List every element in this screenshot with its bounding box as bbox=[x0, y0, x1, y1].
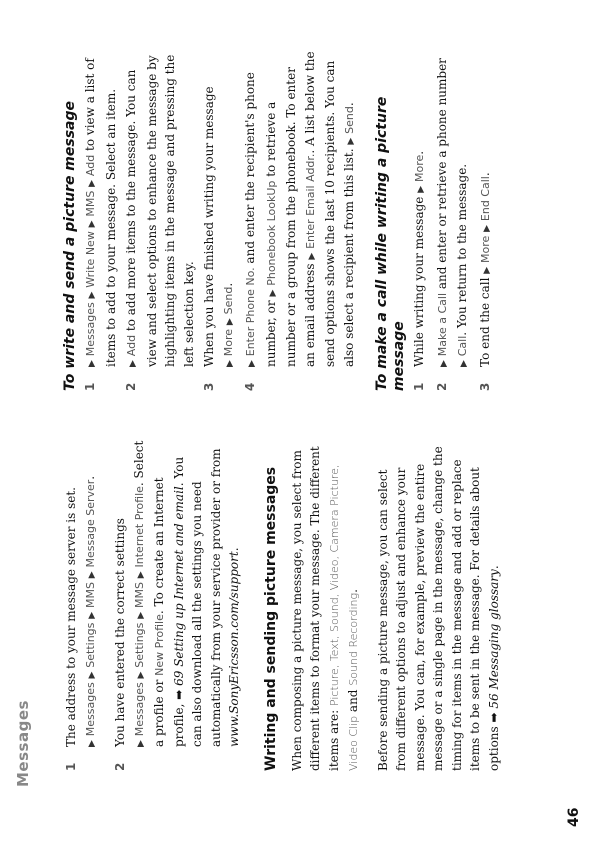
menu-arrow-icon: ▶ bbox=[481, 266, 492, 274]
menu-path-item: More bbox=[478, 235, 492, 263]
step-item-2 bbox=[111, 439, 244, 771]
paragraph-text: and bbox=[346, 689, 360, 713]
step-text: . You return to the message. bbox=[455, 163, 469, 336]
step-item-4 bbox=[241, 51, 360, 391]
left-column bbox=[62, 439, 513, 771]
step-text: . To create an Internet profile, bbox=[152, 477, 186, 747]
procedure-heading: To make a call while writing a picture message bbox=[374, 96, 407, 391]
menu-arrow-icon: ▶ bbox=[128, 360, 138, 367]
menu-arrow-icon: ▶ bbox=[345, 137, 356, 145]
paragraph-text: . bbox=[486, 565, 501, 570]
step-text: to add more items to the message. You can view and select options to enhance the message by highlighting items in the message and pressing the left selection key. bbox=[124, 54, 196, 367]
step-text: and enter the recipient's phone number, or bbox=[243, 72, 278, 367]
step-number: 1 bbox=[412, 382, 426, 391]
step-number: 2 bbox=[113, 762, 127, 771]
cross-reference: 69 Setting up Internet and email bbox=[171, 486, 186, 686]
menu-path-item: Messages bbox=[132, 682, 146, 737]
step-item-3 bbox=[200, 51, 239, 391]
step-text: . bbox=[477, 172, 492, 177]
menu-arrow-icon: ▶ bbox=[87, 179, 97, 187]
menu-path-item: Message Server bbox=[83, 479, 97, 568]
menu-path-item: Enter Email Addr. bbox=[303, 153, 317, 249]
step-number: 1 bbox=[83, 382, 97, 391]
step-item-1 bbox=[81, 51, 120, 391]
step-text: You have entered the correct settings bbox=[113, 518, 127, 747]
step-number: 3 bbox=[202, 382, 216, 391]
step-text: . A list below the send options shows the last 10 recipients. You can also select a recipient from this list. bbox=[302, 51, 356, 367]
menu-arrow-icon: ▶ bbox=[135, 671, 146, 679]
support-url: www.SonyEricsson.com/support bbox=[227, 551, 241, 747]
menu-path-item: Send bbox=[342, 106, 356, 134]
step-text: . You can also download all the settings you need automatically from your service provider or from bbox=[171, 448, 223, 747]
menu-path-item: Enter Phone No. bbox=[244, 267, 257, 357]
step-text: and enter or retrieve a phone number bbox=[434, 58, 449, 290]
menu-path-item: Make a Call bbox=[435, 293, 449, 357]
menu-path-item: MMS bbox=[83, 582, 97, 609]
menu-arrow-icon: ▶ bbox=[87, 220, 97, 228]
paragraph-text: When composing a picture message, you select from different items to format your message. The different items are: bbox=[289, 446, 341, 771]
menu-arrow-icon: ▶ bbox=[459, 360, 469, 367]
procedure-heading: To write and send a picture message bbox=[62, 100, 78, 391]
step-text: The address to your message server is set. bbox=[64, 487, 78, 747]
step-text: . bbox=[227, 547, 241, 552]
menu-path-item: Messages bbox=[84, 302, 97, 357]
menu-arrow-icon: ▶ bbox=[306, 252, 317, 260]
menu-arrow-icon: ▶ bbox=[86, 740, 97, 747]
step-number: 3 bbox=[477, 382, 492, 391]
paragraph-text: . bbox=[346, 589, 360, 593]
menu-arrow-icon: ▶ bbox=[438, 360, 449, 367]
paragraph-items bbox=[288, 439, 364, 771]
menu-path-item: New Profile bbox=[153, 614, 166, 676]
menu-arrow-icon: ▶ bbox=[135, 611, 146, 619]
menu-arrow-icon: ▶ bbox=[87, 291, 97, 299]
menu-arrow-icon: ▶ bbox=[86, 611, 97, 619]
step-text: to retrieve a number or a group from the phonebook. To enter an email address bbox=[263, 67, 317, 367]
step-text: To end the call bbox=[477, 277, 492, 367]
step-text: . Select a profile or bbox=[131, 440, 166, 747]
menu-arrow-icon: ▶ bbox=[86, 671, 97, 679]
menu-arrow-icon: ▶ bbox=[224, 318, 235, 326]
step-text: . bbox=[412, 150, 426, 155]
step-number: 2 bbox=[124, 382, 138, 391]
step-text: While writing your message bbox=[412, 196, 426, 367]
reference-arrow-icon: ➡ bbox=[486, 712, 501, 723]
paragraph-options bbox=[374, 439, 504, 771]
step-text: to view a list of items to add to your message. Select an item. bbox=[83, 58, 118, 367]
menu-arrow-icon: ▶ bbox=[135, 740, 146, 747]
item-list: Picture, Text, Sound, Video, Camera Picture, Video Clip bbox=[327, 464, 360, 771]
step-text: . bbox=[82, 475, 97, 480]
page-number: 46 bbox=[566, 807, 582, 827]
menu-path-item: MMS bbox=[132, 582, 146, 609]
reference-arrow-icon: ➡ bbox=[171, 689, 186, 700]
menu-path-item: More bbox=[221, 328, 235, 357]
menu-arrow-icon: ▶ bbox=[247, 360, 257, 367]
right-column bbox=[62, 51, 498, 391]
menu-arrow-icon: ▶ bbox=[135, 571, 146, 579]
call-step-1 bbox=[410, 51, 431, 391]
menu-arrow-icon: ▶ bbox=[267, 289, 278, 297]
menu-path-item: Settings bbox=[83, 622, 97, 668]
menu-arrow-icon: ▶ bbox=[416, 185, 426, 193]
menu-path-item: Phonebook LookUp bbox=[264, 180, 278, 286]
menu-path-item: Send bbox=[221, 286, 235, 315]
section-heading: Writing and sending picture messages bbox=[262, 466, 279, 771]
menu-arrow-icon: ▶ bbox=[481, 224, 492, 232]
menu-path-item: Add bbox=[84, 154, 97, 177]
menu-path-item: Internet Profile bbox=[132, 486, 146, 568]
menu-path-item: Settings bbox=[132, 622, 146, 668]
menu-path-item: End Call bbox=[478, 176, 492, 222]
step-item-2 bbox=[122, 51, 198, 391]
item-list: Sound Recording bbox=[347, 592, 360, 686]
cross-reference: 56 Messaging glossary bbox=[486, 569, 501, 709]
step-text: . bbox=[220, 282, 235, 287]
step-item-1 bbox=[62, 439, 101, 771]
step-text: When you have finished writing your message bbox=[202, 86, 216, 367]
menu-path-item: Write New bbox=[84, 231, 97, 288]
page-header: Messages bbox=[14, 700, 32, 787]
menu-path-item: Add bbox=[125, 334, 138, 357]
menu-path-item: Call bbox=[456, 335, 469, 357]
menu-path-item: MMS bbox=[84, 190, 97, 217]
menu-arrow-icon: ▶ bbox=[224, 360, 235, 367]
paragraph-text: Before sending a picture message, you can select from different options to adjust and enhance your message. You can, for example, preview the entire message or a single page in the message, change the timing for items in the message and add or replace items to be sent in the message. For details about options bbox=[375, 446, 501, 771]
step-number: 4 bbox=[243, 382, 257, 391]
step-number: 1 bbox=[64, 762, 78, 771]
step-number: 2 bbox=[434, 382, 449, 391]
step-text: . bbox=[341, 102, 356, 107]
call-step-3 bbox=[476, 51, 497, 391]
call-step-2 bbox=[433, 51, 474, 391]
menu-arrow-icon: ▶ bbox=[87, 360, 97, 367]
menu-path-item: Messages bbox=[83, 682, 97, 737]
menu-path-item: More bbox=[413, 154, 426, 183]
menu-arrow-icon: ▶ bbox=[86, 571, 97, 579]
